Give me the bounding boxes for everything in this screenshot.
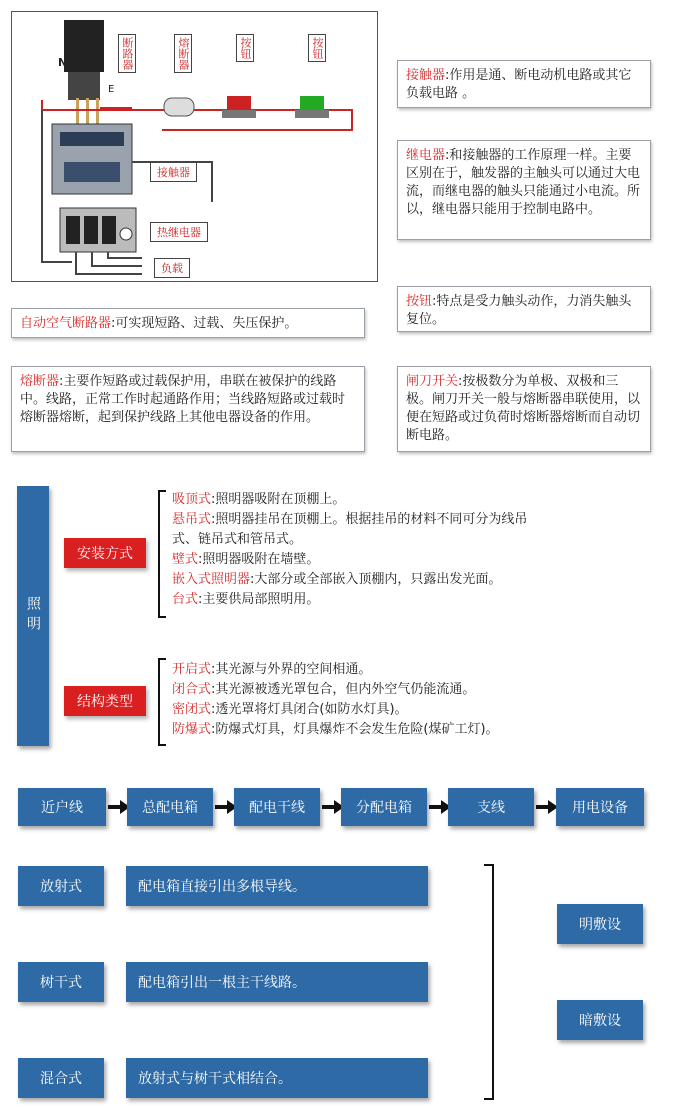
note-text: :作用是通、断电动机电路或其它负载电路 。 <box>406 68 632 101</box>
structure-item: 开启式:其光源与外界的空间相通。 <box>172 662 372 677</box>
note-breaker <box>11 308 365 338</box>
note-text: :主要作短路或过载保护用，串联在被保护的线路中。线路，正常工作时起通路作用；当线路短路或过载时熔断器熔断，起到保护线路上其他电器设备的作用。 <box>20 374 346 425</box>
flow-step-5: 支线 <box>448 788 534 826</box>
flow-step-2: 总配电箱 <box>127 788 213 826</box>
method-concealed: 暗敷设 <box>557 1000 643 1040</box>
install-method-label: 安装方式 <box>64 538 146 568</box>
install-item: 式、链吊式和管吊式。 <box>172 532 303 547</box>
note-text: :和接触器的工作原理一样。主要区别在于，触发器的主触头可以通过大电流，而继电器的触头只能通过小电流。所以，继电器只能用于控制电路中。 <box>406 148 641 217</box>
flow-step-3: 配电干线 <box>234 788 320 826</box>
install-item: 壁式:照明器吸附在墙壁。 <box>172 552 320 567</box>
label-breaker: 断路器 <box>118 34 136 73</box>
note-knife-switch <box>397 366 651 452</box>
note-term: 按钮 <box>406 294 433 309</box>
flow-step-4: 分配电箱 <box>341 788 427 826</box>
label-button-2: 按钮 <box>308 34 326 62</box>
fuse-icon <box>164 98 194 116</box>
label-fuse: 熔断器 <box>174 34 192 73</box>
note-text: :可实现短路、过载、失压保护。 <box>111 316 298 331</box>
wiring-bracket <box>484 864 494 1100</box>
wiring-desc-mixed: 放射式与树干式相结合。 <box>126 1058 428 1098</box>
method-exposed: 明敷设 <box>557 904 643 944</box>
structure-item: 防爆式:防爆式灯具，灯具爆炸不会发生危险(煤矿工灯)。 <box>172 722 499 737</box>
structure-item: 闭合式:其光源被透光罩包合，但内外空气仍能流通。 <box>172 682 476 697</box>
note-relay <box>397 140 651 240</box>
lighting-title: 照明 <box>17 486 49 746</box>
label-button-1: 按钮 <box>236 34 254 62</box>
breaker-icon <box>64 20 104 72</box>
install-item: 吸顶式:照明器吸附在顶棚上。 <box>172 492 346 507</box>
install-item: 悬吊式:照明器挂吊在顶棚上。根据挂吊的材料不同可分为线吊 <box>172 512 528 527</box>
label-contactor: 接触器 <box>150 162 197 182</box>
note-button <box>397 286 651 332</box>
n-label: N <box>58 56 68 69</box>
install-list <box>172 490 527 610</box>
e-label: E <box>108 84 115 95</box>
structure-item: 密闭式:透光罩将灯具闭合(如防水灯具)。 <box>172 702 408 717</box>
structure-list <box>172 660 499 740</box>
wiring-type-trunk: 树干式 <box>18 962 104 1002</box>
flow-step-1: 近户线 <box>18 788 106 826</box>
install-bracket <box>158 490 166 618</box>
note-contactor <box>397 60 651 108</box>
wiring-desc-trunk: 配电箱引出一根主干线路。 <box>126 962 428 1002</box>
note-term: 继电器 <box>406 148 446 163</box>
wiring-desc-radial: 配电箱直接引出多根导线。 <box>126 866 428 906</box>
note-text: :按极数分为单极、双极和三极。闸刀开关一般与熔断器串联使用，以便在短路或过负荷时熔断器熔断而自动切断电路。 <box>406 374 641 443</box>
wiring-diagram <box>11 11 378 282</box>
structure-type-label: 结构类型 <box>64 686 146 716</box>
label-thermal-relay: 热继电器 <box>150 222 208 242</box>
wiring-type-radial: 放射式 <box>18 866 104 906</box>
install-item: 嵌入式照明器:大部分或全部嵌入顶棚内，只露出发光面。 <box>172 572 502 587</box>
note-term: 接触器 <box>406 68 446 83</box>
note-text: :特点是受力触头动作，力消失触头复位。 <box>406 294 632 327</box>
install-item: 台式:主要供局部照明用。 <box>172 592 320 607</box>
note-term: 闸刀开关 <box>406 374 459 389</box>
note-term: 熔断器 <box>20 374 60 389</box>
structure-bracket <box>158 658 166 746</box>
flow-step-6: 用电设备 <box>556 788 644 826</box>
note-term: 自动空气断路器 <box>20 316 112 331</box>
note-fuse <box>11 366 365 452</box>
wiring-type-mixed: 混合式 <box>18 1058 104 1098</box>
label-load: 负载 <box>154 258 190 278</box>
